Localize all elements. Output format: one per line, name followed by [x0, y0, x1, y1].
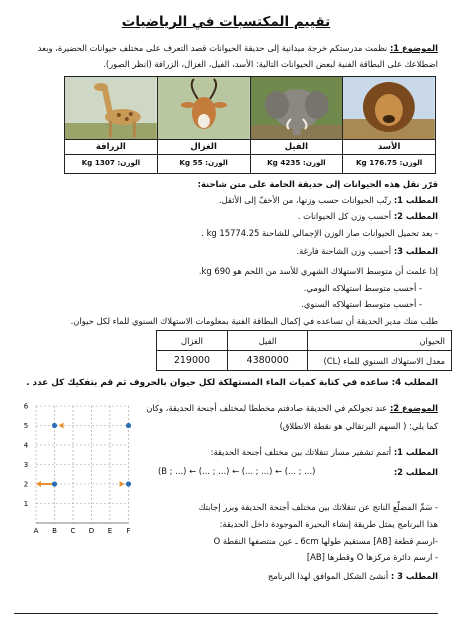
animal-card-giraffe [65, 77, 157, 173]
program-step-2: - ارسم دائرة مركزها O وقطرها [AB] [306, 552, 438, 562]
question-text: أحسب وزن كل الحيوانات . [297, 211, 392, 221]
gazelle-photo [158, 77, 250, 139]
start-arrow-head [36, 481, 41, 487]
question-2-2-label: المطلب 2: [393, 467, 438, 477]
table-cell: 4380000 [227, 351, 308, 371]
polygon-line: - سَمِّ المضلّع الناتج عن تنقلاتك بين مختلف أجنحة الحديقة وبرر إجابتك [198, 502, 438, 512]
question-text: أحسب وزن الشاحنة فارغة. [296, 246, 392, 256]
table-header: الحيوان [308, 331, 452, 351]
y-tick-label: 5 [23, 422, 29, 430]
question-3 [296, 245, 438, 257]
table-header: الفيل [227, 331, 308, 351]
map-point [126, 423, 131, 428]
topic1-intro-2: اضطلاعك على البطاقة الفنية لبعض الحيوانات التالية: الأسد، الفيل، الغزال، الزرافة (انظر الصور). [103, 59, 438, 69]
animal-card-elephant [250, 77, 343, 173]
animal-name: الزرافة [65, 139, 157, 154]
map-point [52, 423, 57, 428]
question-2 [298, 210, 438, 222]
route-marker [120, 481, 125, 487]
x-tick-label: D [88, 527, 95, 535]
route-marker [59, 423, 64, 429]
coding-row: (B ; ...) ← (... ; ...) ← (... ; ...) ← (... ; ...) [158, 466, 316, 476]
animal-weight: الوزن: 176.75 Kg [343, 154, 435, 171]
question-1 [219, 194, 438, 206]
topic1-intro-1 [38, 42, 438, 54]
yearly-line: - أحسب متوسط استهلاكه السنوي. [301, 299, 422, 309]
animal-weight: الوزن: 55 Kg [158, 154, 250, 171]
topic2-text: عند تجولكم في الحديقة صادفتم مخططا لمختلف أجنحة الحديقة، وكان [146, 403, 388, 413]
question-label: المطلب 1: [393, 195, 438, 205]
monthly-line: إذا علمت أن متوسط الاستهلاك الشهري للأسد من اللحم هو 690 kg. [198, 266, 438, 276]
topic1-label: الموضوع 1: [389, 43, 438, 53]
x-tick-label: E [107, 527, 113, 535]
animal-card-gazelle [157, 77, 250, 173]
question-label: المطلب 3 : [390, 571, 438, 581]
question-2-3 [268, 570, 438, 582]
x-tick-label: C [70, 527, 76, 535]
question-text: أنشئ الشكل الموافق لهذا البرنامج [267, 571, 389, 581]
topic2-line-2: كما يلي: ( السهم البرتقالي هو نقطة الانطلاق) [279, 421, 438, 431]
question-text: ساعده في كتابة كميات الماء المستهلكة لكل حيوان بالحروف ثم قم بتفكيك كل عدد . [26, 378, 389, 388]
question-2-1 [211, 446, 438, 458]
animal-weight: الوزن: 1307 Kg [65, 154, 157, 171]
question-label: المطلب 3: [393, 246, 438, 256]
program-line: هذا البرنامج يمثل طريقة إنشاء البحيرة الموجودة داخل الحديقة: [219, 519, 438, 529]
question-text: أتمم تشفير مسار تنقلاتك بين مختلف أجنحة الحديقة: [210, 447, 392, 457]
load-line: - بعد تحميل الحيوانات صار الوزن الإجمالي للشاحنة 15774.25 kg . [201, 228, 438, 238]
transport-line: قرّر نقل هذه الحيوانات إلى حديقة الحامة على متن شاحنة: [197, 179, 438, 189]
y-tick-label: 2 [23, 480, 29, 489]
table-cell: 219000 [157, 351, 228, 371]
animal-name: الأسد [343, 139, 435, 154]
animal-weight: الوزن: 4235 Kg [251, 154, 343, 171]
x-axis-labels [34, 527, 131, 535]
map-point [52, 481, 57, 486]
y-tick-label: 6 [23, 402, 29, 411]
animal-name: الفيل [251, 139, 343, 154]
giraffe-photo [65, 77, 157, 139]
daily-line: - أحسب متوسط استهلاكه اليومي. [303, 283, 422, 293]
topic2-line-1 [146, 402, 438, 414]
animal-card-lion [342, 77, 435, 173]
y-axis-labels [24, 403, 29, 509]
lion-photo [343, 77, 435, 139]
page-title: تقييم المكتسبات في الرياضيات [121, 14, 331, 30]
animal-table [64, 76, 436, 174]
topic1-text-1: نظمت مدرستكم خرجة ميدانية إلى حديقة الحيوانات قصد التعرف على مختلف حيوانات الحضيرة، وبعد [37, 43, 388, 53]
park-map-grid [14, 400, 149, 540]
y-tick-label: 4 [23, 441, 29, 450]
water-table [156, 330, 452, 371]
question-label: المطلب 2: [393, 211, 438, 221]
x-tick-label: B [52, 527, 57, 535]
question-4 [26, 377, 438, 389]
elephant-photo [251, 77, 343, 139]
x-tick-label: F [126, 527, 131, 535]
bottom-rule [14, 613, 438, 614]
map-point [126, 481, 131, 486]
animal-name: الغزال [158, 139, 250, 154]
grid-marks [36, 423, 131, 488]
table-row-label: معدل الاستهلاك السنوي للماء (CL) [308, 351, 452, 371]
question-text: رتّب الحيوانات حسب وزنها، من الأخفّ إلى الأثقل. [218, 195, 392, 205]
table-header: الغزال [157, 331, 228, 351]
topic2-label: الموضوع 2: [389, 403, 438, 413]
grid-lines [36, 406, 129, 523]
y-tick-label: 1 [23, 500, 29, 508]
x-tick-label: A [33, 527, 39, 535]
question-label: المطلب 1: [393, 447, 438, 457]
director-line: طلب منك مدير الحديقة أن تساعده في إكمال البطاقة الفنية بمعلومات الاستهلاك السنوي للماء لكل حيوان. [70, 316, 438, 326]
y-tick-label: 3 [23, 461, 29, 469]
question-label: المطلب 4: [391, 378, 438, 388]
program-step-1: -ارسم قطعة [AB] مستقيم طولها 6cm ـ عين منتصفها النقطة O [213, 536, 438, 546]
